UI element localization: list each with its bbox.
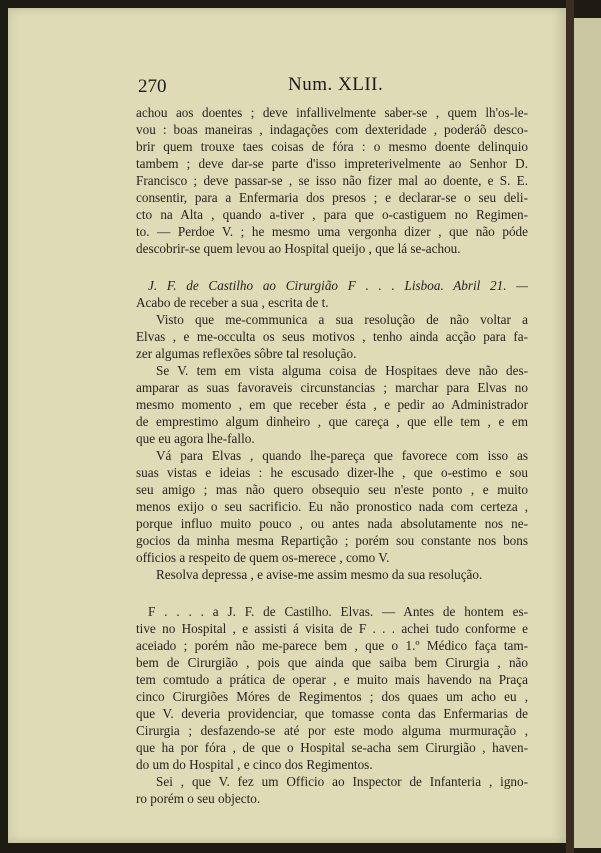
text-line: achou aos doentes ; deve infallivelmente saber-se , quem lh'os-le- — [136, 105, 528, 120]
text-line: porque influo muito pouco , ou antes nada absolutamente nos ne- — [136, 516, 528, 531]
text-line: aceiado ; porém não me-parece bem , que o 1.º Médico faça tam- — [136, 638, 528, 653]
text-line: to. — Perdoe V. ; he mesmo uma vergonha dizer , que não póde — [136, 224, 528, 239]
text-line: F . . . . a J. F. de Castilho. Elvas. — Antes de hontem es- — [148, 604, 528, 619]
page-number: 270 — [138, 76, 167, 97]
page-header — [138, 74, 518, 104]
text-line: Se V. tem em vista alguma coisa de Hospitaes deve não des- — [156, 363, 528, 378]
text-line: officios a respeito de quem os-merece , como V. — [136, 550, 390, 565]
text-line: J. F. de Castilho ao Cirurgião F . . . Lisboa. Abril 21. — — [148, 278, 528, 293]
text-line: do um do Hospital , e cinco dos Regimentos. — [136, 757, 373, 772]
paragraph — [136, 104, 528, 257]
body-text — [136, 104, 528, 807]
book-spine — [566, 0, 574, 853]
text-line: ro porém o seu objecto. — [136, 791, 261, 806]
text-line: vou : boas maneiras , indagações com dexteridade , poderáõ desco- — [136, 122, 528, 137]
text-line: de emprestimo algum dinheiro , que careça , que elle tem , e em — [136, 414, 528, 429]
page-title: Num. XLII. — [288, 74, 384, 95]
text-line: tive no Hospital , e assisti á visita de F . . . achei tudo conforme e — [136, 621, 528, 636]
text-line: amparar as suas favoraveis circunstancias ; marchar para Elvas no — [136, 380, 528, 395]
text-line: Francisco ; deve passar-se , se isso não fizer mal ao doente, e S. E. — [136, 173, 528, 188]
text-line: Visto que me-communica a sua resolução de não voltar a — [156, 312, 528, 327]
text-line: mesmo momento , em que receber ésta , e pedir ao Administrador — [136, 397, 528, 412]
paragraph — [136, 447, 528, 566]
text-line: Resolva depressa , e avise-me assim mesmo da sua resolução. — [156, 567, 483, 582]
text-line: Cirurgia ; desfazendo-se até por este modo alguma murmuração , — [136, 723, 528, 738]
text-line: bem de Cirurgião , pois que ainda que saiba bem Cirurgia , não — [136, 655, 528, 670]
text-line: brir quem trouxe taes coisas de fóra : o mesmo doente delinquio — [136, 139, 528, 154]
text-line: que ha por fóra , de que o Hospital se-acha sem Cirurgião , haven- — [136, 740, 528, 755]
text-line: tambem ; deve dar-se parte d'isso impreterivelmente ao Senhor D. — [136, 156, 528, 171]
paragraph — [136, 311, 528, 362]
paragraph — [136, 773, 528, 807]
text-line: zer algumas reflexões sôbre tal resolução. — [136, 346, 357, 361]
text-line: cto na Alta , quando a-tiver , para que o-castiguem no Regimen- — [136, 207, 528, 222]
text-line: tem comtudo a prática de operar , e muito mais havendo na Praça — [136, 672, 528, 687]
letter-heading — [136, 277, 528, 311]
text-line: cinco Cirurgiões Móres de Regimentos ; dos quaes um acho eu , — [136, 689, 528, 704]
text-line: Acabo de receber a sua , escrita de t. — [136, 295, 329, 310]
text-line: consentir, para a Enfermaria dos presos ; e declarar-se o seu deli- — [136, 190, 528, 205]
text-line: menos exijo o seu sacrificio. Eu não pronostico nada com certeza , — [136, 499, 528, 514]
text-line: Sei , que V. fez um Officio ao Inspector de Infanteria , igno- — [156, 774, 528, 789]
text-line: Elvas , e me-occulta os seus motivos , tenho ainda acção para fa- — [136, 329, 528, 344]
text-line: gocios da minha mesma Repartição ; porém sou constante nos bons — [136, 533, 528, 548]
text-line: que V. deveria providenciar, que tomasse conta das Enfermarias de — [136, 706, 528, 721]
text-line: Vá para Elvas , quando lhe-pareça que favorece com isso as — [156, 448, 528, 463]
paragraph — [136, 566, 528, 583]
text-line: descobrir-se quem levou ao Hospital queijo , que lá se-achou. — [136, 241, 461, 256]
paragraph — [136, 362, 528, 447]
text-line: que eu agora lhe-fallo. — [136, 431, 255, 446]
adjacent-page-edge — [574, 18, 601, 848]
text-line: suas vistas e ideias : he escusado dizer-lhe , que o-estimo e sou — [136, 465, 528, 480]
text-line: seu amigo ; mas não quero obsequio seu n'este ponto , e muito — [136, 482, 528, 497]
paragraph — [136, 603, 528, 773]
